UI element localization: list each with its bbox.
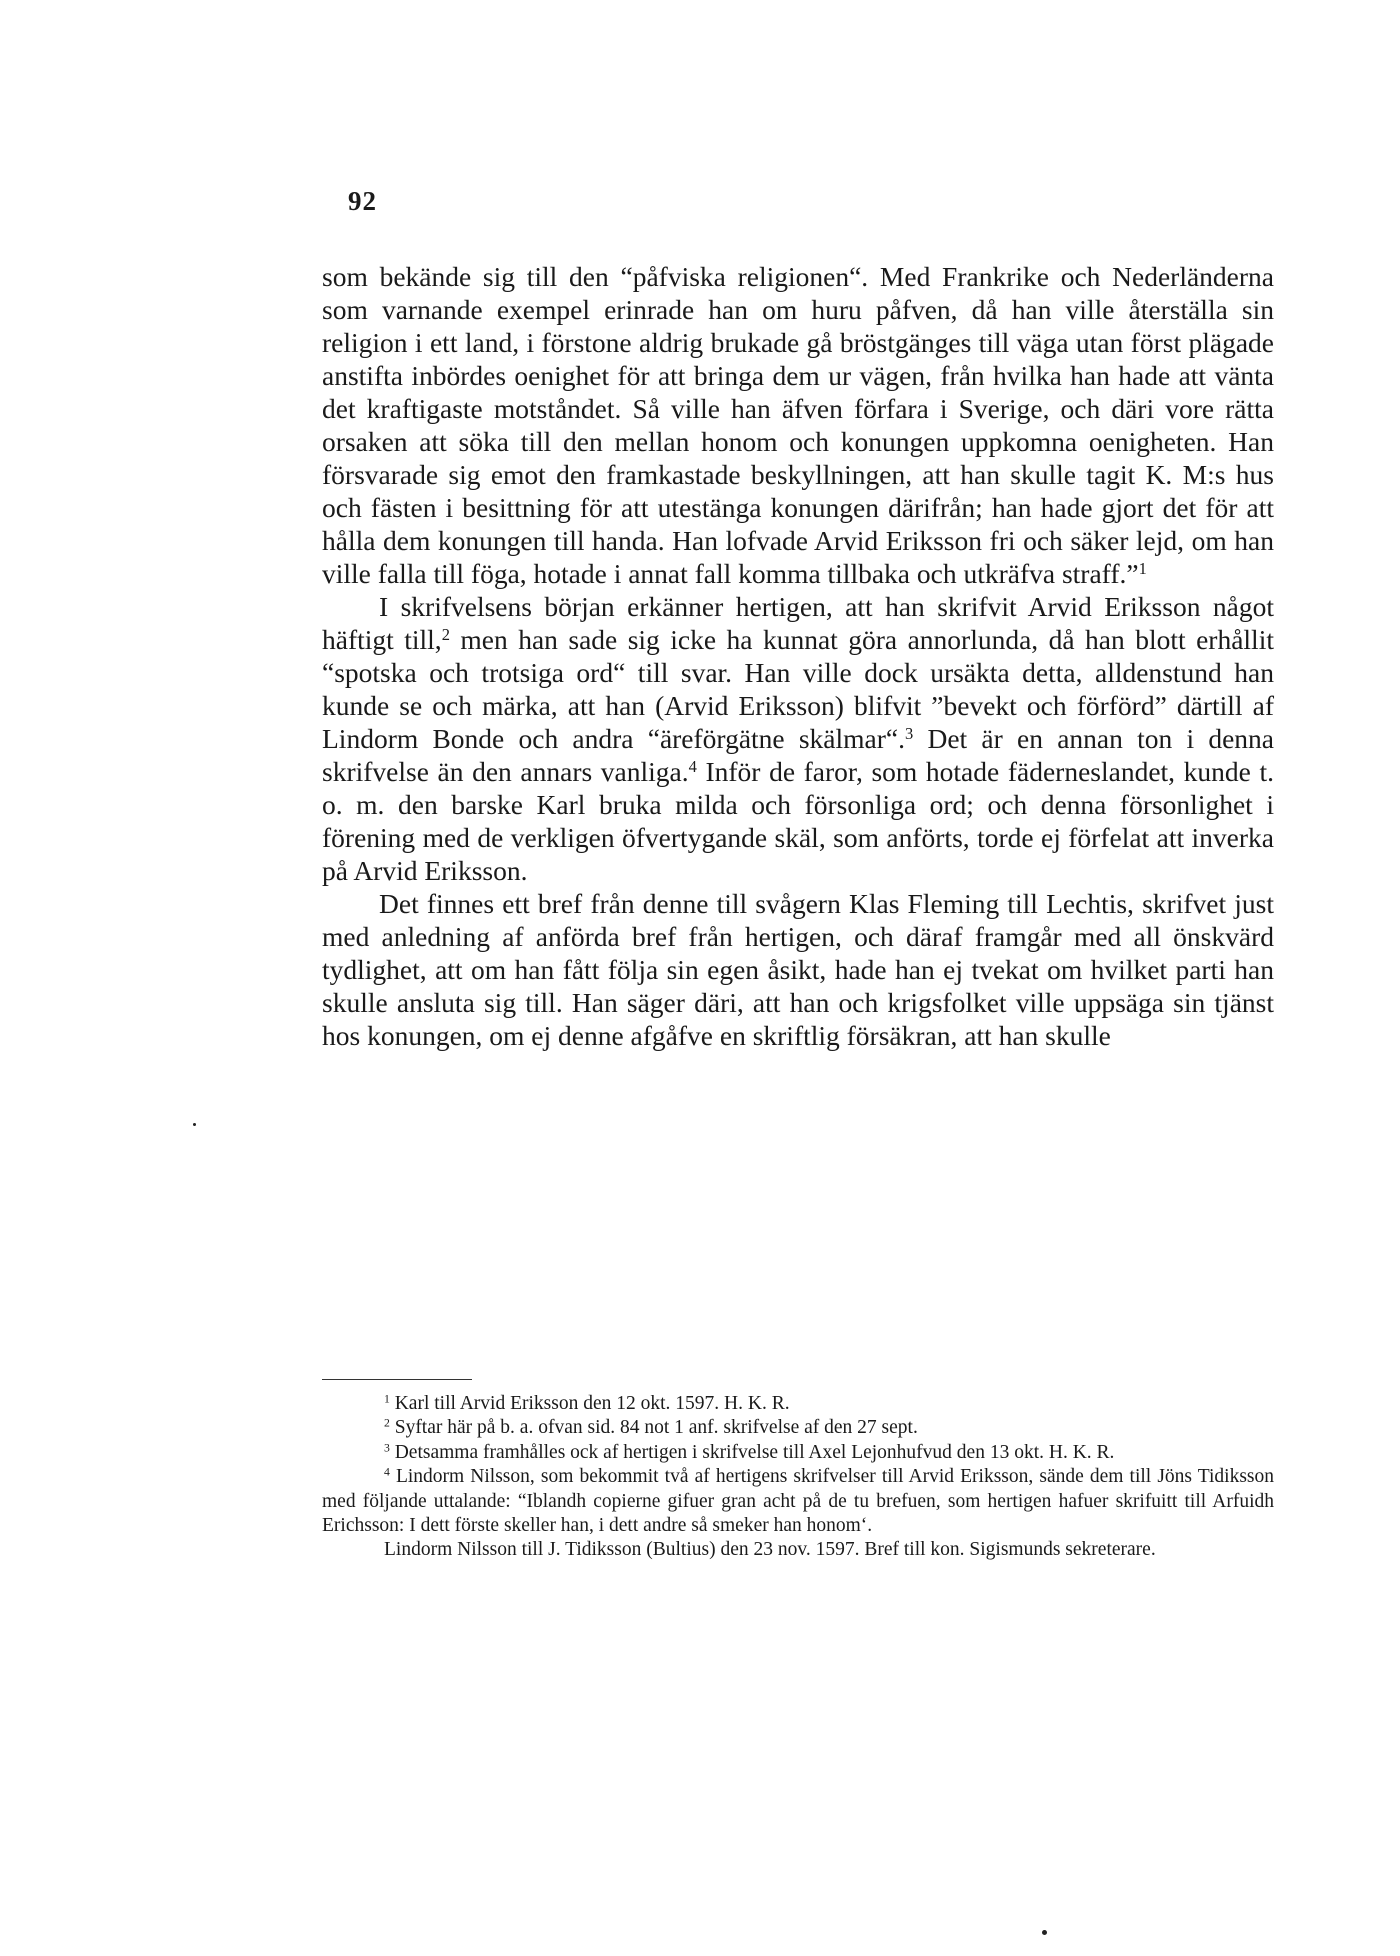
footnote-ref-3: 3 xyxy=(905,723,914,743)
paragraph-2-text-part-3: Det är en annan ton i denna skrifvelse än den annars vanliga. xyxy=(322,723,1274,787)
footnote-1-text: Karl till Arvid Eriksson den 12 okt. 1597. H. K. R. xyxy=(389,1393,790,1414)
paragraph-2-text-part-4: Inför de faror, som hotade fäderneslandet, kunde t. o. m. den barske Karl bruka milda och försonliga ord; och denna försonlighet i förening med de verkligen öfvertygande skäl, som anförts, torde ej förfelat att inverka på Arvid Eriksson. xyxy=(322,756,1274,886)
footnote-4-continuation xyxy=(322,1538,1274,1562)
footnote-4-text: Lindorm Nilsson, som bekommit två af hertigens skrifvelser till Arvid Eriksson, sände dem till Jöns Tidiksson med följande uttalande: “Iblandh copierne gifuer gran acht på de tu brefuen, som hertigen hafuer skrifuitt till Arfuidh Erichsson: I dett förste skeller han, i dett andre så smeker han honom‘. xyxy=(322,1466,1274,1537)
footnote-3 xyxy=(322,1441,1274,1465)
footnote-4-continuation-text: Lindorm Nilsson till J. Tidiksson (Bultius) den 23 nov. 1597. Bref till kon. Sigismunds sekreterare. xyxy=(384,1539,1156,1561)
paragraph-1-text: som bekände sig till den “påfviska religionen“. Med Frankrike och Nederländerna som varnande exempel erinrade han om huru påfven, då han ville återställa sin religion i ett land, i förstone aldrig brukade gå bröstgänges till väga utan först plägade anstifta inbördes oenighet för att bringa dem ur vägen, från hvilka han hade att vänta det kraftigaste motståndet. Så ville han äfven förfara i Sverige, och däri vore rätta orsaken att söka till den mellan honom och konungen uppkomna oenigheten. Han försvarade sig emot den framkastade beskyllningen, att han skulle tagit K. M:s hus och fästen i besittning för att utestänga konungen därifrån; han hade gjort det för att hålla dem konungen till handa. Han lofvade Arvid Eriksson fri och säker lejd, om han ville falla till föga, hotade i annat fall komma tillbaka och utkräfva straff.” xyxy=(322,261,1274,589)
paragraph-2-text-part-1: I skrifvelsens början erkänner hertigen, att han skrifvit Arvid Eriksson något häftigt till, xyxy=(322,591,1274,655)
scan-speck xyxy=(193,1123,196,1126)
paragraph-3 xyxy=(322,887,1274,1052)
body-text xyxy=(322,260,1274,1052)
scan-speck xyxy=(1042,1930,1047,1935)
footnote-ref-1: 1 xyxy=(1138,558,1147,578)
footnote-divider xyxy=(322,1379,472,1380)
paragraph-2 xyxy=(322,590,1274,887)
paragraph-3-text: Det finnes ett bref från denne till svågern Klas Fleming till Lechtis, skrifvet just med anledning af anförda bref från hertigen, och däraf framgår med all önskvärd tydlighet, att om han fått följa sin egen åsikt, hade han ej tvekat om hvilket parti han skulle ansluta sig till. Han säger däri, att han och krigsfolket ville uppsäga sin tjänst hos konungen, om ej denne afgåfve en skriftlig försäkran, att han skulle xyxy=(322,888,1274,1051)
footnote-2-text: Syftar här på b. a. ofvan sid. 84 not 1 anf. skrifvelse af den 27 sept. xyxy=(389,1417,918,1439)
paragraph-1 xyxy=(322,260,1274,590)
footnote-ref-4: 4 xyxy=(688,756,697,776)
footnote-4 xyxy=(322,1465,1274,1538)
footnote-1 xyxy=(322,1392,1274,1416)
footnote-3-text: Detsamma framhålles ock af hertigen i skrifvelse till Axel Lejonhufvud den 13 okt. H. K. R. xyxy=(389,1441,1115,1463)
footnote-2 xyxy=(322,1416,1274,1440)
footnote-4-mark: 4 xyxy=(384,1465,390,1479)
footnote-ref-2: 2 xyxy=(441,624,450,644)
footnotes xyxy=(322,1392,1274,1563)
paragraph-2-text-part-2: men han sade sig icke ha kunnat göra annorlunda, då han blott erhållit “spotska och trotsiga ord“ till svar. Han ville dock ursäkta detta, alldenstund han kunde se och märka, att han (Arvid Eriksson) blifvit ”bevekt och förförd” därtill af Lindorm Bonde och andra “äreförgätne skälmar“. xyxy=(322,624,1274,754)
footnote-3-mark: 3 xyxy=(384,1441,390,1455)
page-number: 92 xyxy=(348,186,377,216)
footnote-2-mark: 2 xyxy=(384,1416,390,1430)
footnote-1-mark: 1 xyxy=(384,1392,390,1406)
